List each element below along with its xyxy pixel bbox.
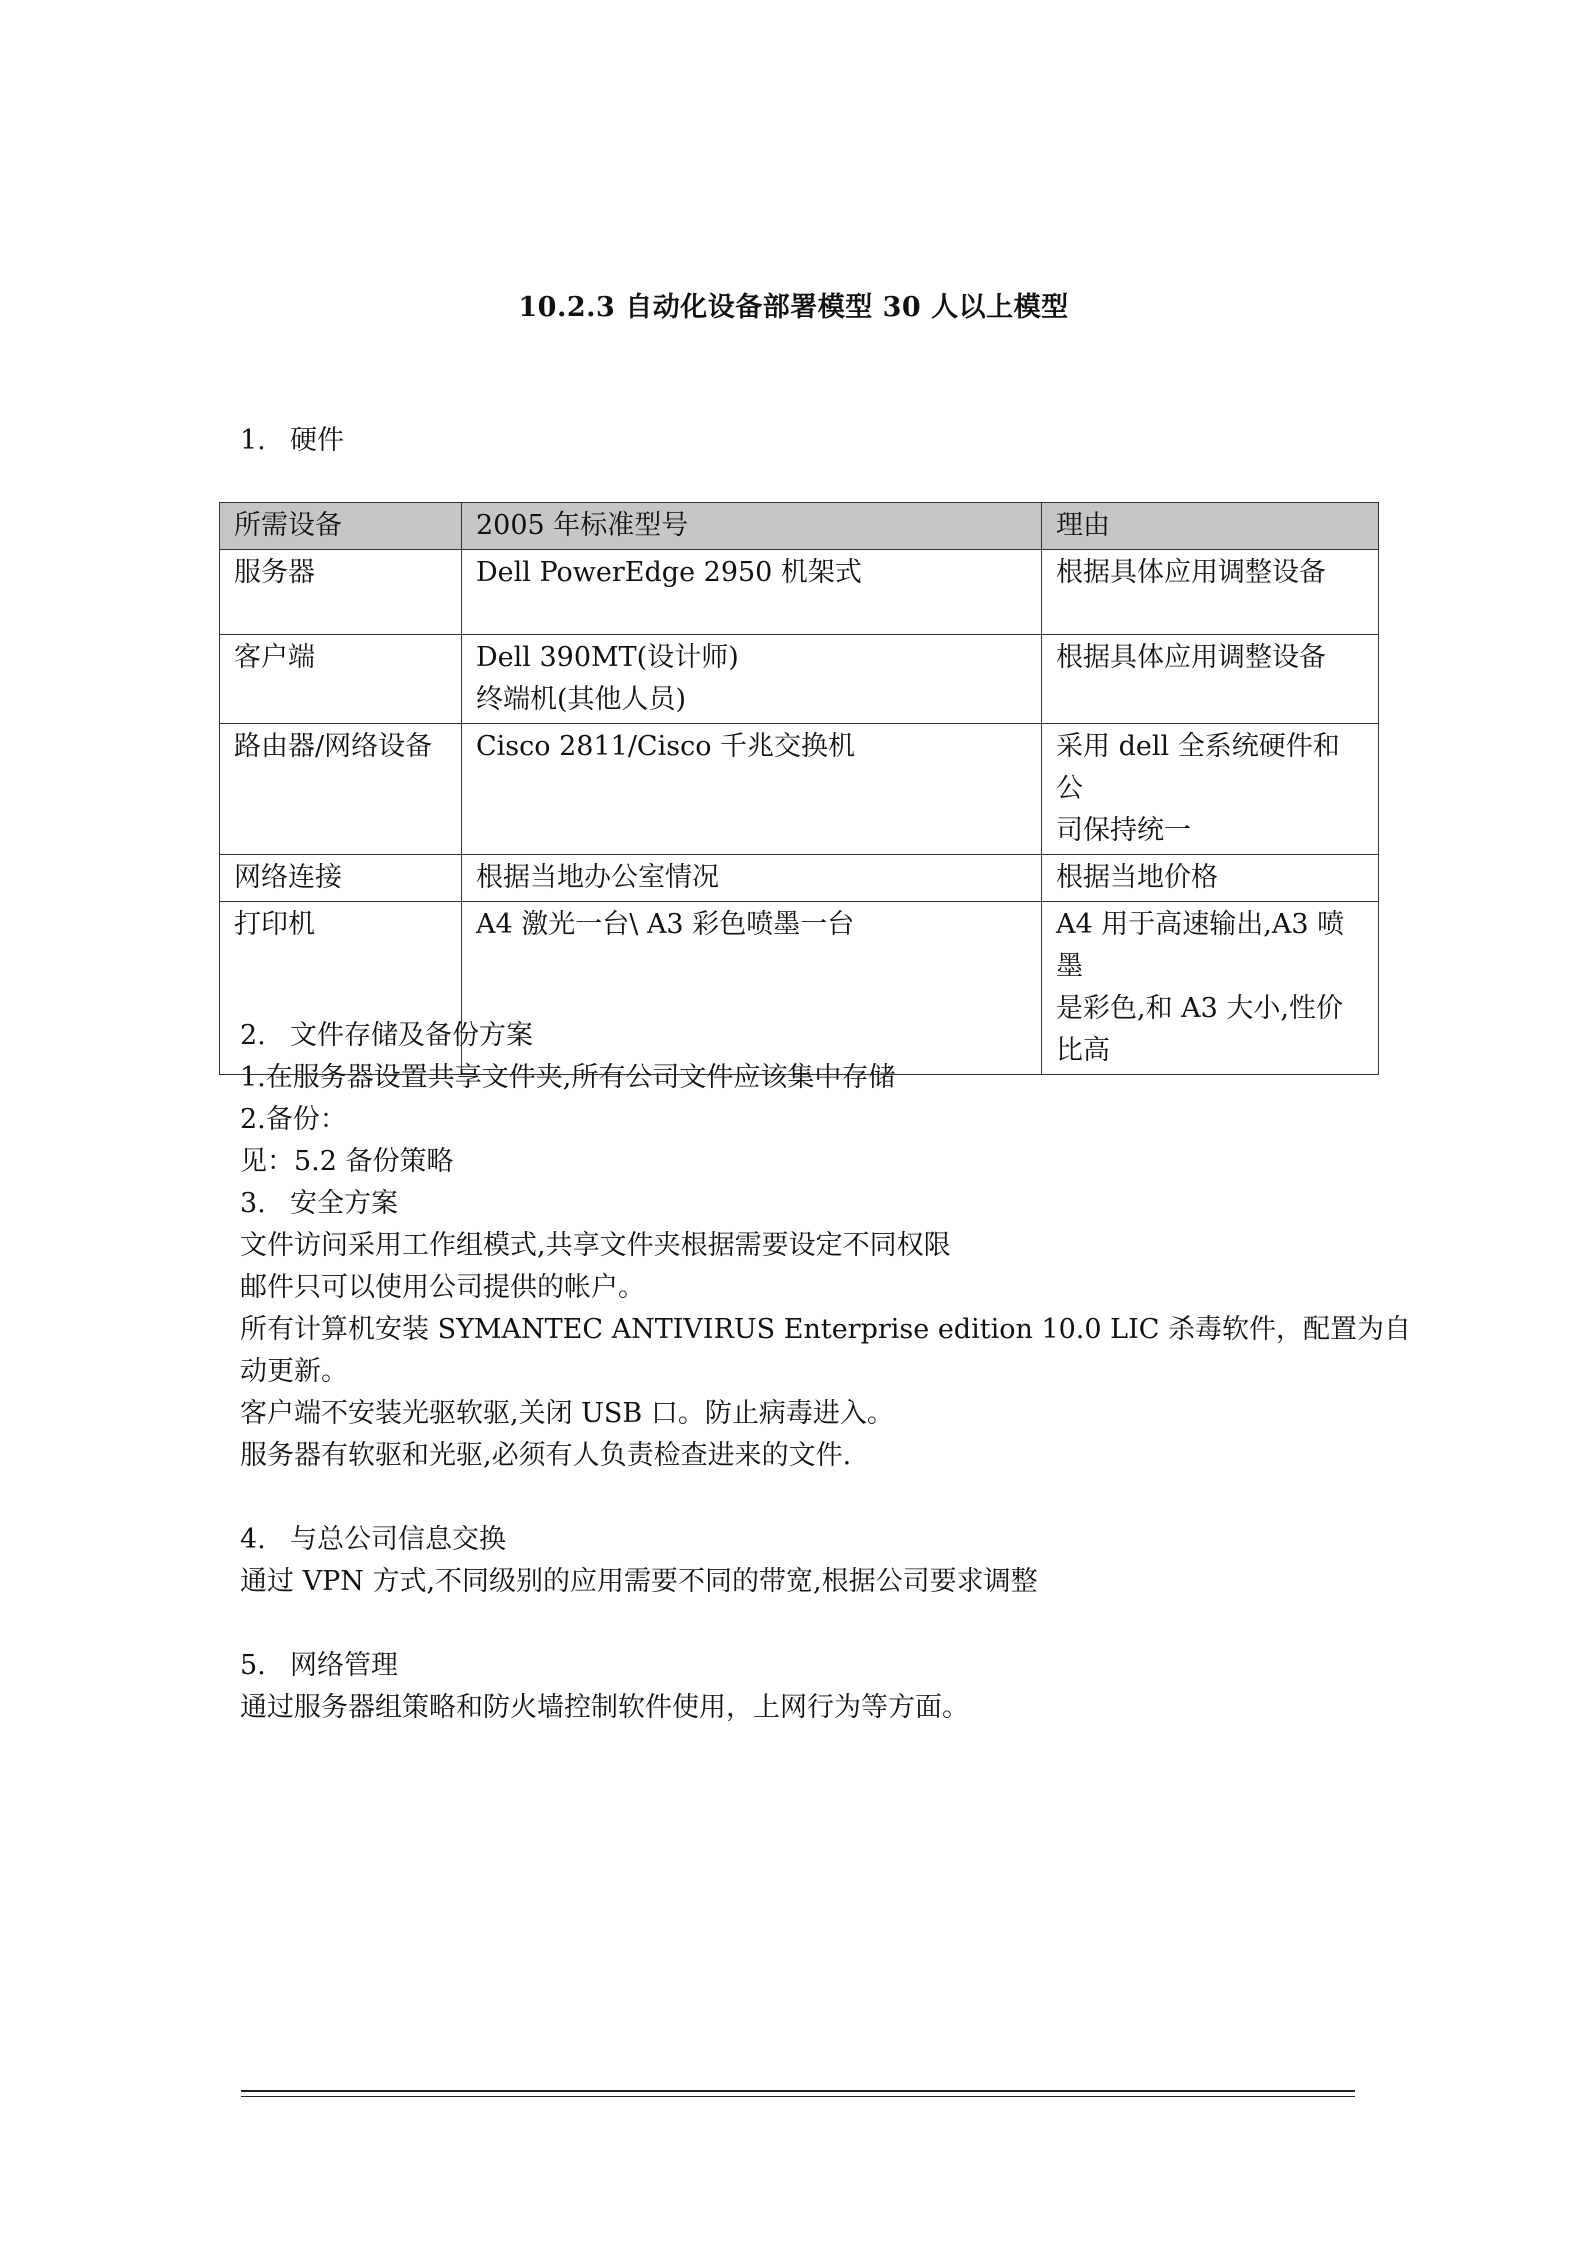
reason-cell: 根据具体应用调整设备 — [1042, 635, 1379, 724]
reason-cell: 根据当地价格 — [1042, 855, 1379, 902]
paragraph-line: 通过服务器组策略和防火墙控制软件使用，上网行为等方面。 — [240, 1692, 969, 1723]
page-title: 10.2.3 自动化设备部署模型 30 人以上模型 — [518, 292, 1069, 323]
reason-cell: A4 用于高速输出,A3 喷墨 是彩色,和 A3 大小,性价 比高 — [1042, 902, 1379, 1075]
header-device: 所需设备 — [220, 503, 462, 550]
section-number: 2. — [240, 1020, 266, 1051]
section-heading-hq-exchange — [240, 1519, 506, 1561]
paragraph-line: 所有计算机安装 SYMANTEC ANTIVIRUS Enterprise edition 10.0 LIC 杀毒软件，配置为自 — [240, 1314, 1411, 1345]
model-cell: Dell 390MT(设计师) 终端机(其他人员) — [462, 635, 1042, 724]
table-header-row — [220, 503, 1379, 550]
section-heading-security — [240, 1183, 398, 1225]
paragraph-line: 动更新。 — [240, 1356, 348, 1387]
table-row — [220, 855, 1379, 902]
model-cell: Cisco 2811/Cisco 千兆交换机 — [462, 724, 1042, 855]
device-cell: 打印机 — [220, 902, 462, 1075]
paragraph-line: 1.在服务器设置共享文件夹,所有公司文件应该集中存储 — [240, 1062, 896, 1093]
section-title: 文件存储及备份方案 — [290, 1020, 533, 1051]
table-row — [220, 635, 1379, 724]
section-number: 5. — [240, 1650, 266, 1681]
paragraph-line: 服务器有软驱和光驱,必须有人负责检查进来的文件. — [240, 1440, 852, 1471]
paragraph-line: 邮件只可以使用公司提供的帐户。 — [240, 1272, 645, 1303]
header-model: 2005 年标准型号 — [462, 503, 1042, 550]
model-cell: A4 激光一台\ A3 彩色喷墨一台 — [462, 902, 1042, 1075]
section-heading-hardware — [240, 420, 344, 462]
section-number: 4. — [240, 1524, 266, 1555]
section-title: 安全方案 — [290, 1188, 398, 1219]
paragraph-line: 通过 VPN 方式,不同级别的应用需要不同的带宽,根据公司要求调整 — [240, 1566, 1038, 1597]
section-title: 与总公司信息交换 — [290, 1524, 506, 1555]
paragraph-line: 见：5.2 备份策略 — [240, 1146, 454, 1177]
table-row — [220, 724, 1379, 855]
footer-rule — [241, 2090, 1355, 2097]
paragraph-line: 文件访问采用工作组模式,共享文件夹根据需要设定不同权限 — [240, 1230, 951, 1261]
device-cell: 网络连接 — [220, 855, 462, 902]
table-row — [220, 550, 1379, 635]
hardware-table — [219, 502, 1379, 1075]
model-cell: 根据当地办公室情况 — [462, 855, 1042, 902]
section-number: 1. — [240, 425, 266, 456]
device-cell: 客户端 — [220, 635, 462, 724]
section-title: 网络管理 — [290, 1650, 398, 1681]
device-cell: 服务器 — [220, 550, 462, 635]
paragraph-line: 2.备份： — [240, 1104, 347, 1135]
paragraph-line: 客户端不安装光驱软驱,关闭 USB 口。防止病毒进入。 — [240, 1398, 894, 1429]
model-cell: Dell PowerEdge 2950 机架式 — [462, 550, 1042, 635]
device-cell: 路由器/网络设备 — [220, 724, 462, 855]
section-number: 3. — [240, 1188, 266, 1219]
header-reason: 理由 — [1042, 503, 1379, 550]
reason-cell: 采用 dell 全系统硬件和公 司保持统一 — [1042, 724, 1379, 855]
section-heading-storage — [240, 1015, 533, 1057]
section-heading-network-management — [240, 1645, 398, 1687]
section-title: 硬件 — [290, 425, 344, 456]
reason-cell: 根据具体应用调整设备 — [1042, 550, 1379, 635]
